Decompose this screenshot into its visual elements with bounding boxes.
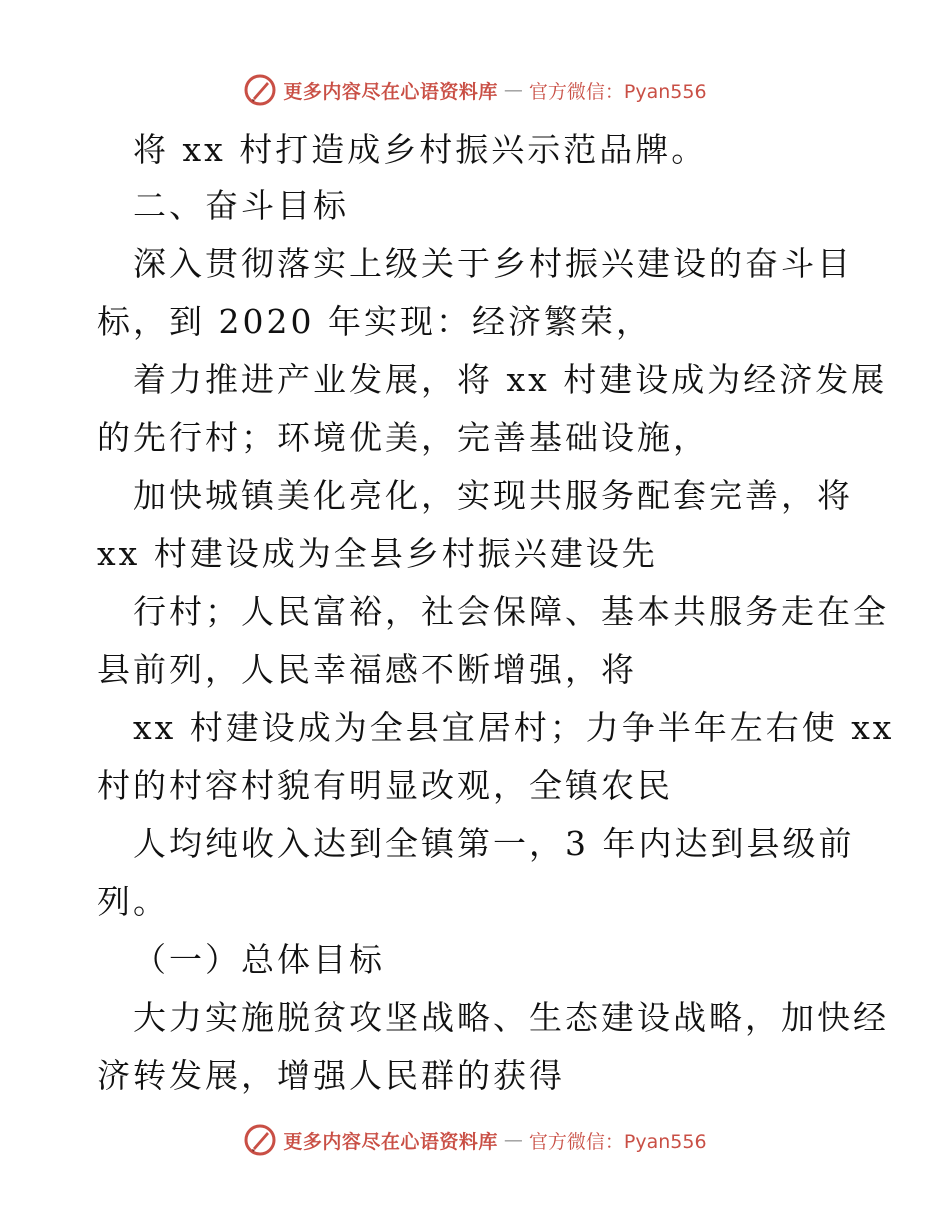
body-line: 县前列，人民幸福感不断增强，将 [97, 650, 637, 689]
footer-banner-wechat: 官方微信：Pyan556 [528, 1130, 707, 1153]
body-line: 深入贯彻落实上级关于乡村振兴建设的奋斗目 [133, 244, 853, 283]
body-line: 加快城镇美化亮化，实现共服务配套完善，将 [133, 476, 853, 515]
body-line: xx 村建设成为全县宜居村；力争半年左右使 xx [133, 708, 895, 747]
body-line: 行村；人民富裕，社会保障、基本共服务走在全 [133, 592, 889, 631]
body-line: 将 xx 村打造成乡村振兴示范品牌。 [133, 130, 708, 169]
body-line: 列。 [97, 882, 169, 921]
header-banner-separator: — [503, 79, 523, 101]
body-line: 人均纯收入达到全镇第一，3 年内达到县级前 [133, 824, 855, 863]
body-line: 大力实施脱贫攻坚战略、生态建设战略，加快经 [133, 998, 889, 1037]
header-banner [0, 70, 950, 110]
body-line: 标，到 2020 年实现：经济繁荣， [97, 302, 652, 341]
body-line: xx 村建设成为全县乡村振兴建设先 [97, 534, 658, 573]
body-line: 村的村容村貌有明显改观，全镇农民 [97, 766, 673, 805]
quill-pen-logo-icon [243, 1123, 277, 1157]
footer-banner [0, 1120, 950, 1160]
section-heading: 二、奋斗目标 [133, 186, 349, 225]
body-line: 济转发展，增强人民群的获得 [97, 1056, 565, 1095]
header-banner-wechat: 官方微信：Pyan556 [528, 80, 707, 103]
footer-banner-separator: — [503, 1129, 523, 1151]
body-line: 的先行村；环境优美，完善基础设施， [97, 418, 709, 457]
footer-banner-text: 更多内容尽在心语资料库 [283, 1130, 498, 1153]
body-line: 着力推进产业发展，将 xx 村建设成为经济发展 [133, 360, 888, 399]
header-banner-text: 更多内容尽在心语资料库 [283, 80, 498, 103]
subsection-heading: （一）总体目标 [133, 940, 385, 979]
quill-pen-logo-icon [243, 73, 277, 107]
